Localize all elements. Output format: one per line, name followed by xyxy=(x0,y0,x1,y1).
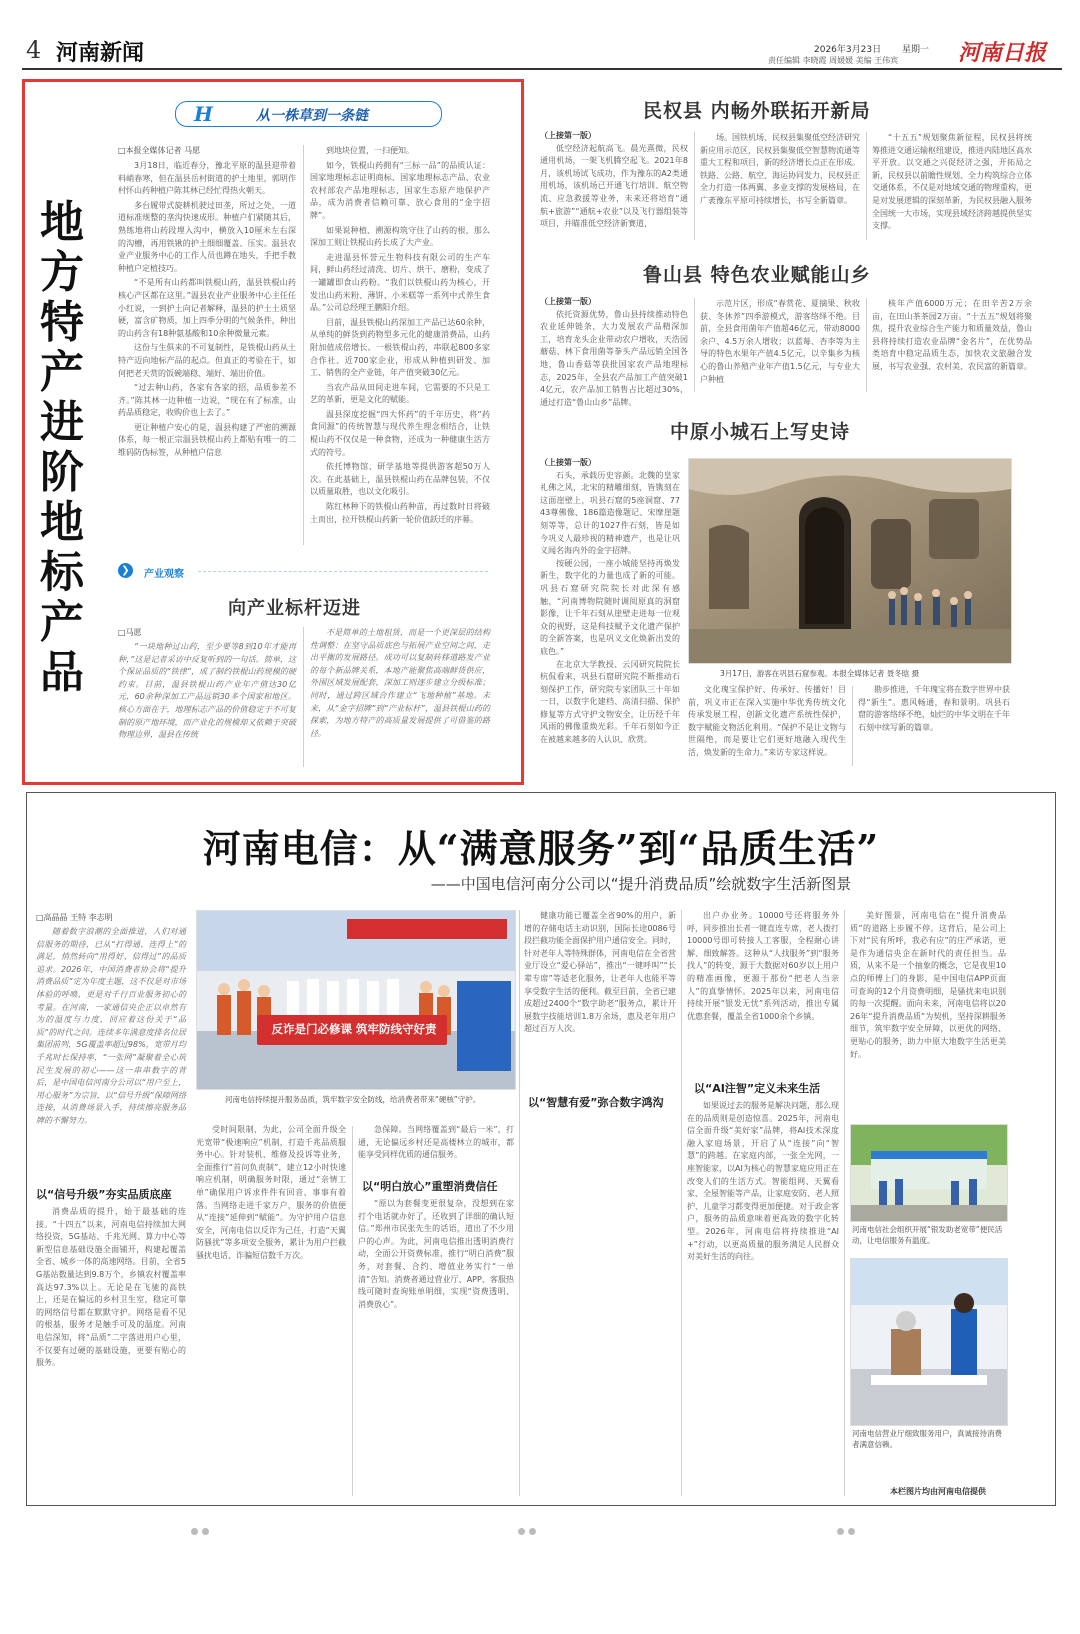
paragraph: 温县深度挖掘“四大怀药”的千年历史，将“药食同源”的传统智慧与现代养生理念相结合，让铁棍山药不仅仅是一种食物，还成为一种健康生活方式的符号。 xyxy=(310,409,490,457)
column-divider xyxy=(866,132,867,240)
subhead-ai: 以“AI注智”定义未来生活 xyxy=(694,1082,821,1095)
subhead-signal: 以“信号升级”夯实品质底座 xyxy=(36,1188,172,1201)
telecom-side-photo-1 xyxy=(850,1124,1008,1222)
column-divider xyxy=(352,1126,353,1496)
observe-label-row xyxy=(118,563,490,579)
observe-column-2: 不是简单的土地租赁，而是一个更深层的结构性调整：在坚守品质底色与拓展产业空间之间，走出平衡的发展路径。成功可以复制转移道路发产业的每个新品牌关系，本地产能聚焦高端鲜货供应，外围区域发展配套，深加工则逐步建立分级标准；同时，通过跨区域合作建立“飞地种植”基地。未来，从“金字招牌”到“产业标杆”，温县铁棍山药的探索，为地方特产的高质量发展提供了可借鉴的路径。 xyxy=(310,628,490,738)
telecom-photo1-caption: 河南电信持续提升服务品质，筑牢数字安全防线，给消费者带来“硬核”守护。 xyxy=(225,1095,481,1104)
paragraph: “过去种山药，各家有各家的招，品质参差不齐。”陈其林一边种植一边说，“现在有了标准，山药品质稳定，收购价也上去了。” xyxy=(118,383,296,418)
column-divider xyxy=(303,627,304,767)
page-indicator-right xyxy=(835,1520,857,1539)
paragraph: 目前，温县铁棍山药深加工产品已达60余种，从单纯的鲜货到药物型多元化的健康消费品，山药附加值成倍增长。一根铁棍山药，串联起800多家合作社、近700家企业，形成从种植到研发、加工、销售的全产业链，年产值突破30亿元。 xyxy=(310,317,490,378)
telecom-headline: 河南电信：从“满意服务”到“品质生活” xyxy=(202,826,880,871)
column-divider xyxy=(303,145,304,545)
paragraph: 多台履带式旋耕机驶过田垄，所过之处，一道道标准规整的垄沟快速成形。种植户们紧随其后，熟练地将山药段埋入沟中，横放入10厘米左右深的沟槽，再用铁锹的护土细细覆盖、压实。温县农业产业服务中心的工作人员也蹲在地头，手把手教种植户定植技巧。 xyxy=(118,200,296,273)
paragraph: 如今，铁棍山药拥有“三标一品”的品质认证：国家地理标志证明商标、国家地理标志产品、农业农村部农产品地理标志，国家生态原产地保护产品，成为消费者信赖可靠、放心食用的“金字招牌”。 xyxy=(310,160,490,220)
paragraph: 当农产品从田间走进车间，它需要的不只是工艺的革新，更是文化的赋能。 xyxy=(310,382,490,405)
column-divider xyxy=(844,910,845,1496)
article-text: 在北京大学教授、云冈研究院院长杭侃看来，巩县石窟研究院不断推动石刻保护工作，研究院专家团队三十年如一日，以数字化建档、高清扫描、保护修复等方式守护文物安全，让历经千年风雨的佛像重焕光彩。千年石刻如今正在被越来越多的人认识、欣赏。 xyxy=(540,659,680,745)
side-photo1-illustration xyxy=(851,1125,1007,1221)
feature-column-1 xyxy=(118,160,296,550)
column-divider xyxy=(694,298,695,392)
editor-credits: 责任编辑 李晓霞 周媛媛 美编 王伟宾 xyxy=(768,56,899,65)
column-divider xyxy=(681,910,682,1496)
observe-label-rule xyxy=(198,571,488,572)
article-minquan-col3: “十五五”规划聚焦新征程，民权县将统筹推进交通运输枢纽建设，推进内陆地区高水平开放。以交通之兴促经济之强，开拓局之新，民权县以前瞻性规划、全力构筑综合立体交通体系，不仅是对地域交通的物理重构，更是对发展逻辑的深刻革新，为民权县融入服务全国统一大市场，实现县域经济跨越提供坚实支撑。 xyxy=(872,133,1032,231)
article-shiku-bottom-2: 勘步推进，千年瑰宝将在数字世界中获得“新生”。惠风畅通，春和景明。巩县石窟的游客络绎不绝，灿烂的中华文明在千年石刻中续写新的篇章。 xyxy=(858,685,1010,732)
side-photo2-illustration xyxy=(851,1259,1007,1425)
feature-column-2 xyxy=(310,145,490,550)
article-minquan-col2: 场。国铁机场、民权县集聚低空经济研究新应用示范区，民权县集聚低空智慧物流通等重大工程和项目，新的经济增长点正在形成。铁路、公路、航空、海运协同发力，民权县正全力打造一体两翼、多业支撑的发展格局，在广袤豫东平原可持续增长，书写全新篇章。 xyxy=(700,133,860,205)
masthead xyxy=(22,30,1062,68)
article-title-lushan: 鲁山县 特色农业赋能山乡 xyxy=(643,264,871,286)
telecom-byline: □高晶晶 王特 李志明 xyxy=(36,913,113,922)
telecom-ai-text: 如果说过去的服务是解决问题，那么现在的品质则是创造惊喜。2025年，河南电信全面升级“美好家”品牌，将AI技术深度融入家庭场景，开启了从“连接”向“智慧”的跨越。在家庭内部，一张全光网，一座智能家，以AI为核心的智慧家庭应用正在改变人们的生活方式。智能组网、天翼看家、全屋智能等产品，让家庭安防、老人照护、儿童学习都变得更加便捷。对于政企客户，服务的品质意味着更高效的数字化转型。2026年，河南电信将持续推进“AI+”行动，以更高质量的服务满足人民群众对美好生活的向往。 xyxy=(687,1101,839,1262)
column-divider xyxy=(694,132,695,240)
page-indicator-center xyxy=(516,1520,538,1539)
observe-byline: □马愿 xyxy=(118,628,142,637)
telecom-signal-text: 消费品质的提升，始于最基础的连接。“十四五”以来，河南电信持续加大网络投资，5G基站、千兆光网、算力中心等新型信息基础设施全面铺开，构建起覆盖全省、城乡一体的高速网络。目前，全省5G基站数量达到9.8万个，乡镇农村覆盖率高达97.3%以上。无论是在飞驰的高铁上，还是在偏远的乡村卫生室，稳定可靠的网络信号都在默默守护。网络是看不见的根基，服务才是触手可及的温度。河南电信深知，将“品质”二字落进用户心里，不仅要有过硬的基础设施，更要有贴心的服务。 xyxy=(36,1207,186,1368)
continued-tag: （上接第一版） xyxy=(540,131,596,140)
page-indicator-left xyxy=(189,1520,211,1539)
telecom-heart-text: “原以为套餐变更很复杂，没想到在家打个电话就办好了，还收到了详细的确认短信。”郑州市民张先生的话语，道出了不少用户的心声。为此，河南电信推出透明消费行动，全面公开资费标准，推行“明白消费”服务，对套餐、合约、增值业务实行“一单清”告知。消费者通过营业厅、APP、客服热线可随时查询账单明细，实现“资费透明、消费放心”。 xyxy=(358,1199,514,1309)
article-shiku-bottom-1: 文化瑰宝保护好、传承好、传播好！目前，巩义市正在深入实施中华优秀传统文化传承发展工程，创新文化遗产系统性保护，数字赋能文物活化利用。“保护不是让文物与世隔绝，而是要让它们更好地融入现代生活，焕发新的生命力。”来访专家这样说。 xyxy=(688,685,846,757)
paragraph: 3月18日，临近春分，豫北平原的温县迎带着料峭春寒，但在温县岳村街道的护土地里，郭明作村怀山药种植户陈其林已经忙得热火朝天。 xyxy=(118,161,296,196)
masthead-rule xyxy=(22,68,1062,70)
observe-label: 产业观察 xyxy=(144,569,184,580)
paragraph: 陈红林种下的铁棍山药种苗，再过数时日将破土而出，拉开铁棍山药新一轮价值跃迁的序幕。 xyxy=(310,502,490,524)
article-lushan-col3: 核年产值6000万元；在田辛苦2万余亩，在田山茶茶园2万亩。“十五五”规划将聚焦，提升农业综合生产能力和质量效益，鲁山县将持续打造农业品牌“金名片”，在优势品类培育中稳定品质生态，加快农文旅融合发展，书写农业强、农村美、农民富的新篇章。 xyxy=(872,299,1032,371)
telecom-col6: 美好图景，河南电信在“提升消费品质”的道路上步履不停。这背后，是公司上下对“民有所呼，我必有应”的庄严承诺，更是作为通信央企在新时代的责任担当。品质，从来不是一个抽象的概念，它是夜里10点的师傅上门的身影，是中国电信APP页面可查询的12个月资费明细，是骚扰来电识别的每一次提醒。面向未来，河南电信将以2026年“提升消费品质”为契机，坚持深耕服务细节，筑牢数字安全屏障，以更优的网络、更贴心的服务，助力中原大地数字生活更美好。 xyxy=(850,911,1006,1059)
page-number: 4 xyxy=(26,36,42,64)
telecom-care-text-b xyxy=(524,1114,676,1498)
topic-letter: H xyxy=(194,102,213,126)
telecom-event-photo xyxy=(196,910,516,1090)
telecom-col5: 出户办业务。10000号还将服务外呼，同步推出长者一键直连专席，老人拨打10000号即可转接人工客服，全程耐心讲解、细致解答。这种从“人找服务”到“服务找人”的转变，源于大数据对60岁以上用户的精准画像，更源于那份“把老人当亲人”的真挚情怀。2025年以来，河南电信持续开展“银发无忧”系列活动，推出专属优惠套餐，覆盖全省1000余个乡镇。 xyxy=(687,911,839,1021)
issue-date: 2026年3月23日 xyxy=(814,45,882,55)
column-divider xyxy=(852,686,853,766)
event-banner-text: 反诈是门必修课 筑牢防线守好责 xyxy=(271,1022,437,1036)
photo-credit: 本栏图片均由河南电信提供 xyxy=(890,1487,986,1496)
article-text: 按硬公园，一座小城能坚持再焕发新生，数字化的力量也成了新的可能。巩县石窟研究院院长对此深有感触，“河南博物院随时调阅原真的洞窟影像，让千年石刻从崖壁走进每一位观众的视野，这是科技赋予文化遗产保护的全新答案，也是巩义文化焕新出发的底色。” xyxy=(540,558,680,656)
article-title-shiku: 中原小城石上写史诗 xyxy=(670,421,851,443)
continued-tag: （上接第一版） xyxy=(540,297,596,306)
subhead-heart: 以“明白放心”重塑消费信任 xyxy=(362,1180,498,1193)
telecom-side-photo1-caption: 河南电信社会组织开展“银发助老宽带”便民活动，让电信服务有温度。 xyxy=(852,1225,1003,1245)
telecom-lead: 随着数字浪潮的全面推进，人们对通信服务的期待，已从“打得通、连得上”的满足，悄然转向“用得好、信得过”的品质追求。2026年，中国消费者协会将“提升消费品质”定为年度主题，这不仅是对市场体验的呼唤，更是对千行百业服务初心的考量。在河南，一家通信央企正以卓然有为的温度与力度，回应着这份关于“品质”的时代之问。连续多年满意度排名位居集团前列，5G覆盖率超过98%，宽带月均千兆时长保持率，“一张网”凝聚着全心筑民生发展的初心——这一串串数字的背后，是中国电信河南分公司以“用户至上，用心服务”为宗旨，以“信号升级”保障网络连接，从消费场景入手，持续擦亮服务品牌的不懈努力。 xyxy=(36,927,186,1125)
telecom-side-photo2-caption: 河南电信营业厅细致服务用户，真诚接待消费者满意信赖。 xyxy=(852,1429,1002,1449)
article-lushan-col1 xyxy=(540,296,688,407)
observe-column-1: “一块地种过山药，至少要等8到10年才能再种，”这是记者采访中反复听到的一句话。简单，这个保证品质的“铁律”，成了制约铁棍山药规模的硬约束。目前，温县铁棍山药产业年产值达30亿元，60余种深加工产品远销30多个国家和地区。核心方面在于，地理标志产品的价值稳定于不可复制的原产地环境，而产业化的规模却又依赖于突破物理边界，温县在传统 xyxy=(118,642,296,740)
column-divider xyxy=(519,910,520,1496)
article-text: 依托资源优势，鲁山县持续推动特色农业延伸链条，大力发展农产品精深加工，培育龙头企业带动农户增收，天浩园蘑菇、林下食用菌等拳头产品远销全国各地，鲁山香菇等获批国家农产品地理标志，2025年，全县农产品加工产值突破14亿元，农产品加工销售占比超过30%，通过打造“鲁山山乡”品牌。 xyxy=(540,309,688,407)
article-lushan-col2: 示范片区，形成“春赏花、夏摘果、秋收获、冬休养”四季游模式，游客络绎不绝。目前，全县食用菌年产值超46亿元，带动8000余户、4.5万余人增收；以蓝莓、杏李等为主导的特色水果年产值4.5亿元，以辛集乡为核心的鲁山养殖产业年产值1.5亿元，与专业大户种植 xyxy=(700,299,860,384)
topic-banner xyxy=(175,101,442,127)
paragraph: 这份与生俱来的不可复制性，是铁棍山药从土特产迈向地标产品的起点。但真正的考验在于，如何把老天赏的饭碗端稳、端好、端出价值。 xyxy=(118,343,296,378)
telecom-subtitle: ——中国电信河南分公司以“提升消费品质”绘就数字生活新图景 xyxy=(430,875,852,893)
observe-headline: 向产业标杆迈进 xyxy=(228,598,361,619)
topic-title: 从一株草到一条链 xyxy=(256,108,368,124)
section-title: 河南新闻 xyxy=(56,40,145,66)
article-shiku-col1 xyxy=(540,457,680,745)
article-text: 低空经济起航高飞。晨光熹微，民权通用机场，一架飞机腾空起飞。2021年8月，该机场试飞成功，作为豫东的A2类通用机场，该机场已开通飞行培训、航空物流、应急救援等业务，未来还将培育“通航+旅游”“通航+农业”以及飞行器组装等项目，并瞄准低空经济新赛道， xyxy=(540,143,688,229)
grotto-photo-illustration xyxy=(689,459,1011,663)
newspaper-logo: 河南日报 xyxy=(958,40,1047,66)
paragraph: 更让种植户安心的是，温县构建了严密的溯源体系，每一根正宗温县铁棍山药上都贴有唯一的二维码防伪标签，从种植户信息 xyxy=(118,422,296,458)
telecom-col3: 急保障。当网络覆盖到“最后一米”，打通，无论偏远乡村还是高楼林立的城市，都能享受同样优质的通信服务。 xyxy=(358,1125,514,1160)
column-divider xyxy=(866,298,867,392)
subhead-care: 以“智慧有爱”弥合数字鸿沟 xyxy=(528,1096,664,1109)
event-photo-illustration xyxy=(197,911,515,1089)
telecom-side-photo-2 xyxy=(850,1258,1008,1426)
feature-vertical-headline: 地方特产进阶地标产品 xyxy=(40,197,84,698)
paragraph: 依托博物馆、研学基地等提供游客超50万人次。在此基础上，温县铁棍山药在品牌包装，不仅以质量取胜，也以文化吸引。 xyxy=(310,462,490,497)
grotto-photo xyxy=(688,458,1012,664)
article-title-minquan: 民权县 内畅外联拓开新局 xyxy=(643,100,871,122)
telecom-care-text-a: 健康功能已覆盖全省90%的用户，新增的存储电话主动识别，国际长途0086号段拦截功能全面保护用户通信安全。同时，针对老年人等特殊群体，河南电信在全省营业厅设立“爱心驿站”，推出“一键呼叫”“长辈专席”等适老化服务，让老年人也能平等享受数字生活的便利。截至目前，全省已建成超过2400个“数字助老”服务点，累计开展数字技能培训1.8万余场，惠及老年用户超过百万人次。 xyxy=(524,911,676,1034)
feature-byline: □本报全媒体记者 马愿 xyxy=(118,146,201,155)
paragraph: 走进温县怀誉元生物科技有限公司的生产车间，鲜山药经过清洗、切片、烘干、磨粉，变成了一罐罐即食山药粉。“我们以铁棍山药为核心，开发出山药米粉、薄饼、小米糕等一系列中式养生食品。”公司总经理王鹏阳介绍。 xyxy=(310,252,490,313)
continued-tag: （上接第一版） xyxy=(540,458,596,467)
article-shiku-col1b xyxy=(540,660,680,768)
paragraph: “不是所有山药都叫铁棍山药，温县铁棍山药核心产区都在这里。”温县农业产业服务中心主任任小红说，一到护土向记者解释，温县的护土土质坚硬，富含矿物质，加上四季分明的气候条件，种出的山药含有18种氨基酸和10余种微量元素。 xyxy=(118,278,296,338)
telecom-col2: 受时间限制，为此，公司全面升级全光宽带“极速响应”机制，打造千兆品质服务中心。针对装机、维修及投诉等业务，全面推行“首问负责制”，建立12小时快速响应机制，明确服务时限，通过“亲情工单”确保用户诉求件件有回音、事事有着落。当网络走进千家万户，服务的价值便从“连接”延伸到“赋能”。为守护用户信息安全，河南电信以反诈为己任，打造“天翼防骚扰”等多项安全服务，累计为用户拦截骚扰电话、诈骗短信数千万次。 xyxy=(196,1125,346,1260)
article-text: 石头，承载历史容颜。北魏的皇家礼佛之风，北宋的精雕细刻，皆镌刻在这面崖壁上，巩县石窟的5座洞窟、7743尊佛像、186篇造像题记、宋摩崖题刻等等，总计的1027件石刻，皆是如今巩义人最珍视的精神遗产，也是让巩义闻名海内外的金字招牌。 xyxy=(540,470,680,556)
paragraph: 到地块位置，一扫便知。 xyxy=(326,146,414,155)
issue-weekday: 星期一 xyxy=(902,45,930,55)
article-minquan-col1 xyxy=(540,130,688,242)
arrow-circle-icon: ❯ xyxy=(118,563,133,578)
grotto-photo-caption: 3月17日，游客在巩县石窟参观。本报全媒体记者 聂冬晗 摄 xyxy=(720,669,920,678)
paragraph: 如果说种植、溯源构筑守住了山药的根，那么深加工则让铁棍山药长成了大产业。 xyxy=(310,225,490,248)
